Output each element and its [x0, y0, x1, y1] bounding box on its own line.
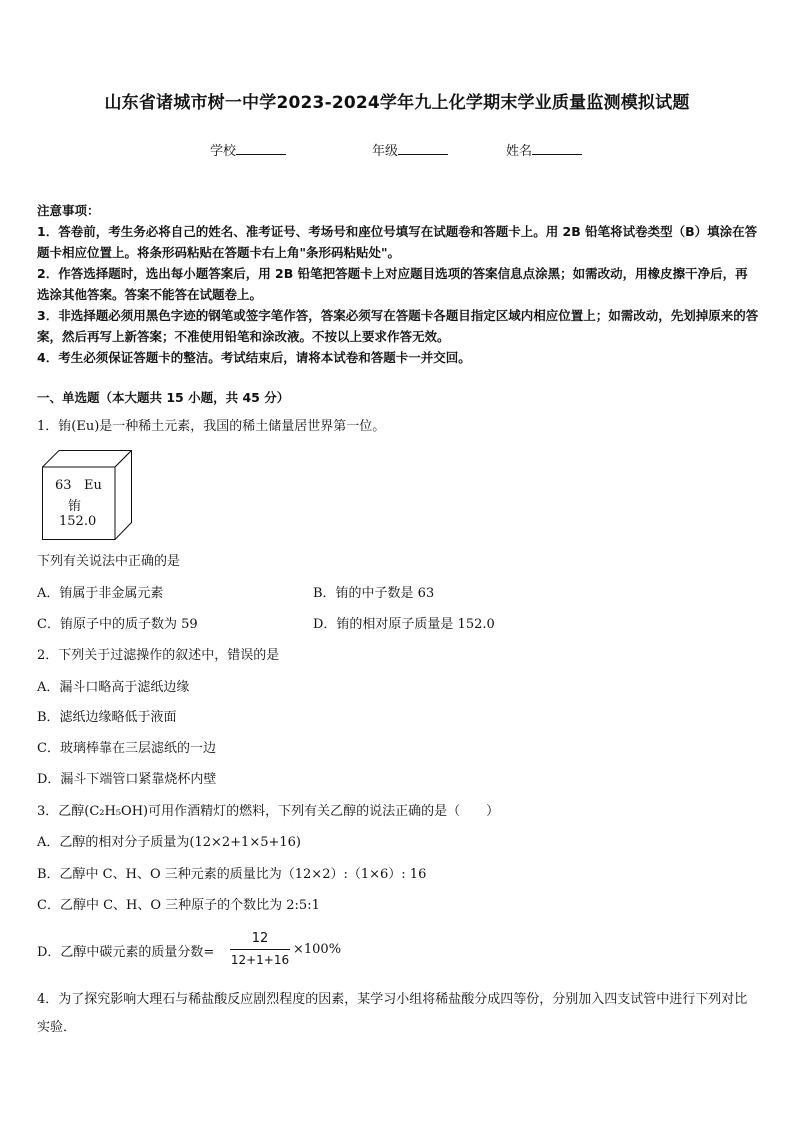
- q2-option-a[interactable]: A．漏斗口略高于滤纸边缘: [37, 680, 190, 695]
- q2-option-b[interactable]: B．滤纸边缘略低于液面: [37, 710, 177, 725]
- q1-option-b[interactable]: B．铕的中子数是 63: [313, 586, 435, 601]
- q2-option-d[interactable]: D．漏斗下端管口紧靠烧杯内壁: [37, 772, 217, 787]
- name-label: 姓名: [506, 144, 533, 159]
- grade-field: [372, 140, 448, 159]
- percent-suffix: ×100%: [293, 942, 342, 957]
- q4-stem-block: [37, 986, 759, 1042]
- notice-item-1: 1．答卷前，考生务必将自己的姓名、准考证号、考场号和座位号填写在试题卷和答题卡上。用 2B 铅笔将试卷类型（B）填涂在答题卡相应位置上。将条形码粘贴在答题卡右上角"条形码粘贴处"。: [37, 224, 758, 260]
- school-field: [210, 140, 286, 159]
- page-title: 山东省诸城市树一中学2023-2024学年九上化学期末学业质量监测模拟试题: [104, 93, 690, 113]
- q2-option-c[interactable]: C．玻璃棒靠在三层滤纸的一边: [37, 741, 216, 756]
- q4-stem: 4．为了探究影响大理石与稀盐酸反应剧烈程度的因素，某学习小组将稀盐酸分成四等份，分别加入四支试管中进行下列对比实验．: [37, 992, 748, 1035]
- fraction-numerator: 12: [251, 931, 269, 946]
- atomic-mass: 152.0: [59, 514, 97, 529]
- q3-option-a[interactable]: A．乙醇的相对分子质量为(12×2+1×5+16): [37, 835, 301, 850]
- grade-label: 年级: [372, 144, 399, 159]
- q1-option-d[interactable]: D．铕的相对原子质量是 152.0: [313, 617, 495, 632]
- notice-item-2: 2．作答选择题时，选出每小题答案后，用 2B 铅笔把答题卡上对应题目选项的答案信息点涂黑；如需改动，用橡皮擦干净后，再选涂其他答案。答案不能答在试题卷上。: [37, 266, 748, 302]
- notice-heading: 注意事项：: [37, 203, 100, 218]
- school-label: 学校: [210, 144, 237, 159]
- q1-option-a[interactable]: A．铕属于非金属元素: [37, 586, 164, 601]
- q3-option-b[interactable]: B．乙醇中 C、H、O 三种元素的质量比为（12×2）:（1×6）: 16: [37, 867, 427, 882]
- q1-stem: 1．铕(Eu)是一种稀土元素，我国的稀土储量居世界第一位。: [37, 419, 386, 434]
- notice-item-3: 3．非选择题必须用黑色字迹的钢笔或签字笔作答，答案必须写在答题卡各题目指定区域内相应位置上；如需改动，先划掉原来的答案，然后再写上新答案；不准使用铅笔和涂改液。不按以上要求作答无效。: [37, 308, 759, 344]
- q2-stem: 2．下列关于过滤操作的叙述中，错误的是: [37, 648, 280, 663]
- element-name: 铕: [68, 499, 82, 514]
- q1-option-c[interactable]: C．铕原子中的质子数为 59: [37, 617, 198, 632]
- grade-blank[interactable]: [398, 142, 448, 155]
- mass-fraction-formula: [230, 930, 290, 969]
- notice-item-4: 4．考生必须保证答题卡的整洁。考试结束后，请将本试卷和答题卡一并交回。: [37, 350, 471, 365]
- q3-stem: 3．乙醇(C₂H₅OH)可用作酒精灯的燃料，下列有关乙醇的说法正确的是（ ）: [37, 804, 500, 819]
- notice-section: [37, 200, 759, 368]
- name-blank[interactable]: [532, 142, 582, 155]
- fraction-denominator: 12+1+16: [230, 953, 290, 967]
- atomic-number: 63: [55, 478, 72, 493]
- q3-option-c[interactable]: C．乙醇中 C、H、O 三种原子的个数比为 2:5:1: [37, 898, 320, 913]
- school-blank[interactable]: [236, 142, 286, 155]
- q3-option-d[interactable]: D．乙醇中碳元素的质量分数=: [37, 945, 215, 960]
- section-heading: 一、单选题（本大题共 15 小题，共 45 分）: [37, 390, 290, 405]
- fraction-bar: [230, 949, 290, 950]
- name-field: [506, 140, 582, 159]
- q1-prompt: 下列有关说法中正确的是: [37, 554, 181, 569]
- element-symbol: Eu: [84, 478, 102, 493]
